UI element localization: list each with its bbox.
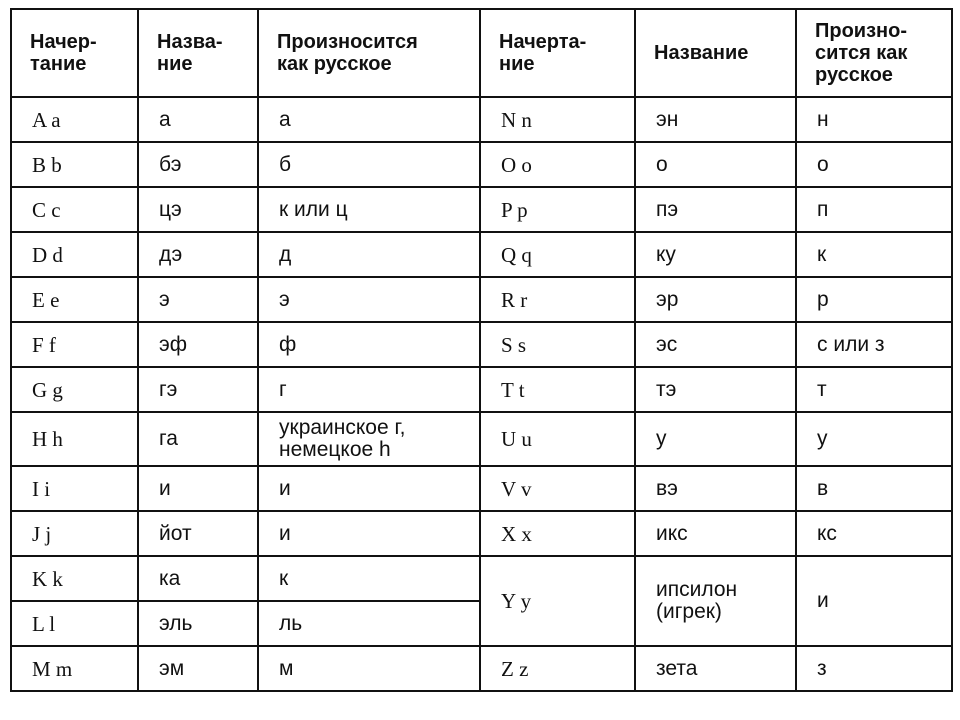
table-row — [11, 466, 952, 511]
name-cell: цэ — [138, 187, 258, 232]
letter-cell: Q q — [480, 232, 635, 277]
sound-cell: и — [258, 511, 480, 556]
table-row — [11, 187, 952, 232]
header-row — [11, 9, 952, 97]
sound-cell: т — [796, 367, 952, 412]
sound-cell: г — [258, 367, 480, 412]
letter-cell: P p — [480, 187, 635, 232]
letter-cell: T t — [480, 367, 635, 412]
name-cell: вэ — [635, 466, 796, 511]
name-cell: эн — [635, 97, 796, 142]
table-row — [11, 412, 952, 466]
table-row — [11, 277, 952, 322]
name-cell: э — [138, 277, 258, 322]
letter-cell: V v — [480, 466, 635, 511]
name-cell: дэ — [138, 232, 258, 277]
sound-cell: с или з — [796, 322, 952, 367]
letter-cell: U u — [480, 412, 635, 466]
sound-cell: к — [796, 232, 952, 277]
letter-cell: Y y — [480, 556, 635, 646]
letter-cell: C c — [11, 187, 138, 232]
letter-cell: X x — [480, 511, 635, 556]
name-cell: эр — [635, 277, 796, 322]
sound-cell: м — [258, 646, 480, 691]
sound-cell: и — [796, 556, 952, 646]
header-name-right: Название — [635, 9, 796, 97]
letter-cell: O o — [480, 142, 635, 187]
letter-cell: S s — [480, 322, 635, 367]
letter-cell: F f — [11, 322, 138, 367]
sound-cell: з — [796, 646, 952, 691]
header-spelling-right: Начерта- ние — [480, 9, 635, 97]
letter-cell: J j — [11, 511, 138, 556]
name-cell: а — [138, 97, 258, 142]
letter-cell: R r — [480, 277, 635, 322]
sound-cell: д — [258, 232, 480, 277]
sound-cell: у — [796, 412, 952, 466]
sound-cell: э — [258, 277, 480, 322]
name-cell — [635, 556, 796, 646]
sound-cell: н — [796, 97, 952, 142]
sound-cell: ль — [258, 601, 480, 646]
sound-text: украинское г, немецкое h — [279, 416, 406, 461]
name-cell: бэ — [138, 142, 258, 187]
name-cell: о — [635, 142, 796, 187]
sound-cell: и — [258, 466, 480, 511]
name-cell: икс — [635, 511, 796, 556]
name-cell: йот — [138, 511, 258, 556]
table-row — [11, 646, 952, 691]
name-cell: эс — [635, 322, 796, 367]
name-cell: эль — [138, 601, 258, 646]
letter-cell: I i — [11, 466, 138, 511]
name-text: ипсилон (игрек) — [656, 578, 738, 623]
name-cell: эф — [138, 322, 258, 367]
sound-cell: р — [796, 277, 952, 322]
letter-cell: E e — [11, 277, 138, 322]
name-cell: ку — [635, 232, 796, 277]
letter-cell: N n — [480, 97, 635, 142]
sound-cell: а — [258, 97, 480, 142]
letter-cell: B b — [11, 142, 138, 187]
name-cell: пэ — [635, 187, 796, 232]
table-row — [11, 142, 952, 187]
name-cell: тэ — [635, 367, 796, 412]
letter-cell: K k — [11, 556, 138, 601]
sound-cell: к — [258, 556, 480, 601]
sound-cell: б — [258, 142, 480, 187]
name-cell: зета — [635, 646, 796, 691]
table-row — [11, 97, 952, 142]
table-row — [11, 556, 952, 601]
letter-cell: D d — [11, 232, 138, 277]
name-cell: у — [635, 412, 796, 466]
sound-cell: ф — [258, 322, 480, 367]
letter-cell: H h — [11, 412, 138, 466]
name-cell: эм — [138, 646, 258, 691]
sound-cell: п — [796, 187, 952, 232]
header-spelling-left: Начер- тание — [11, 9, 138, 97]
sound-cell: в — [796, 466, 952, 511]
table-row — [11, 511, 952, 556]
sound-cell — [258, 412, 480, 466]
name-cell: га — [138, 412, 258, 466]
table-row — [11, 322, 952, 367]
letter-cell: G g — [11, 367, 138, 412]
letter-cell: L l — [11, 601, 138, 646]
name-cell: ка — [138, 556, 258, 601]
name-cell: гэ — [138, 367, 258, 412]
letter-cell: M m — [11, 646, 138, 691]
header-pronunciation-left: Произносится как русское — [258, 9, 480, 97]
sound-cell: к или ц — [258, 187, 480, 232]
latin-alphabet-table — [10, 8, 953, 692]
table-row — [11, 367, 952, 412]
letter-cell: Z z — [480, 646, 635, 691]
letter-cell: A a — [11, 97, 138, 142]
name-cell: и — [138, 466, 258, 511]
sound-cell: о — [796, 142, 952, 187]
header-name-left: Назва- ние — [138, 9, 258, 97]
header-pronunciation-right: Произно- сится как русское — [796, 9, 952, 97]
sound-cell: кс — [796, 511, 952, 556]
table-row — [11, 232, 952, 277]
